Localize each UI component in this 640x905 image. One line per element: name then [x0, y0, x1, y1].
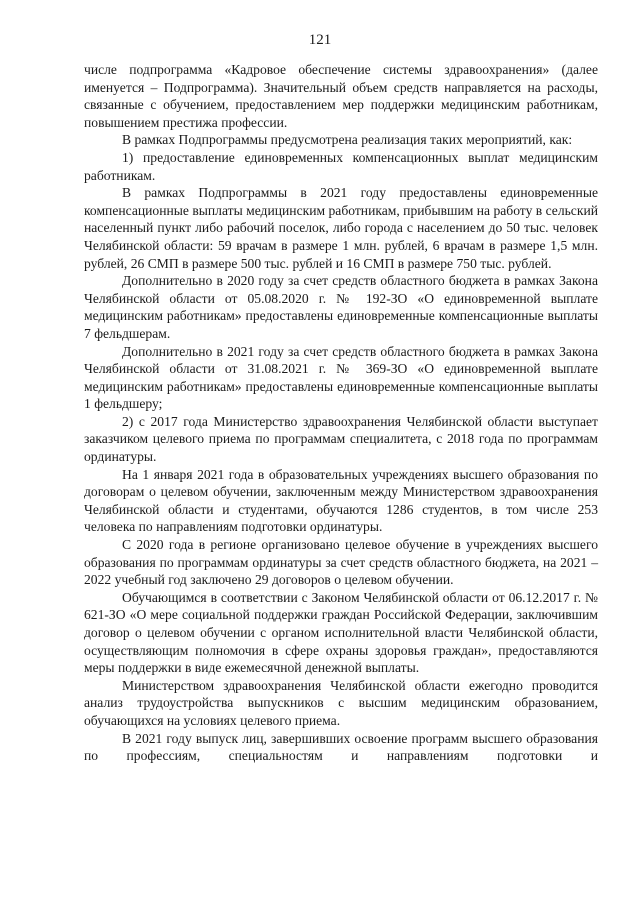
- paragraph: На 1 января 2021 года в образовательных учреждениях высшего образования по договорам о целевом обучении, заключенным между Министерством здравоохранения Челябинской области и студентами, обучаются 1286 студентов, в том числе 253 человека по направлениям подготовки ординатуры.: [84, 466, 598, 535]
- paragraph: 2) с 2017 года Министерство здравоохранения Челябинской области выступает заказчиком целевого приема по программам специалитета, с 2018 года по программам ординатуры.: [84, 413, 598, 465]
- paragraph: Министерством здравоохранения Челябинской области ежегодно проводится анализ трудоустройства выпускников с высшим медицинским образованием, обучающихся на условиях целевого приема.: [84, 677, 598, 728]
- paragraph: С 2020 года в регионе организовано целевое обучение в учреждениях высшего образования по программам ординатуры за счет средств областного бюджета, на 2021 – 2022 учебный год заключено 29 договоров о целевом обучении.: [84, 537, 598, 588]
- paragraph: Обучающимся в соответствии с Законом Челябинской области от 06.12.2017 г. № 621-ЗО «О мере социальной поддержки граждан Российской Федерации, заключившим договор о целевом обучении с органом исполнительной власти Челябинской области, осуществляющим полномочия в сфере охраны здоровья граждан», предоставляются меры поддержки в виде ежемесячной денежной выплаты.: [84, 589, 598, 676]
- paragraph: числе подпрограмма «Кадровое обеспечение системы здравоохранения» (далее именуется – Подпрограмма). Значительный объем средств направляется на расходы, связанные с обучением, предоставлением мер поддержки медицинским работникам, повышением престижа профессии.: [84, 62, 598, 130]
- paragraph: В рамках Подпрограммы в 2021 году предоставлены единовременные компенсационные выплаты медицинским работникам, прибывшим на работу в сельский населенный пункт либо рабочий поселок, либо города с населением до 50 тыс. человек Челябинской области: 59 врачам в размере 1 млн. рублей, 6 врачам в размере 1,5 млн. рублей, 26 СМП в размере 500 тыс. рублей и 16 СМП в размере 750 тыс. рублей.: [84, 185, 598, 271]
- page-number: 121: [308, 32, 332, 48]
- page-body: [84, 61, 598, 765]
- paragraph: В 2021 году выпуск лиц, завершивших освоение программ высшего образования по профессиям, специальностям и направлениям подготовки и: [84, 730, 598, 764]
- paragraph: Дополнительно в 2021 году за счет средств областного бюджета в рамках Закона Челябинской области от 31.08.2021 г. № 369-ЗО «О единовременной выплате медицинским работникам» предоставлены единовременные компенсационные выплаты 1 фельдшеру;: [84, 343, 598, 412]
- paragraph: Дополнительно в 2020 году за счет средств областного бюджета в рамках Закона Челябинской области от 05.08.2020 г. № 192-ЗО «О единовременной выплате медицинским работникам» предоставлены единовременные компенсационные выплаты 7 фельдшерам.: [84, 273, 598, 341]
- paragraph: В рамках Подпрограммы предусмотрена реализация таких мероприятий, как:: [122, 132, 573, 148]
- paragraph: 1) предоставление единовременных компенсационных выплат медицинским работникам.: [84, 149, 598, 183]
